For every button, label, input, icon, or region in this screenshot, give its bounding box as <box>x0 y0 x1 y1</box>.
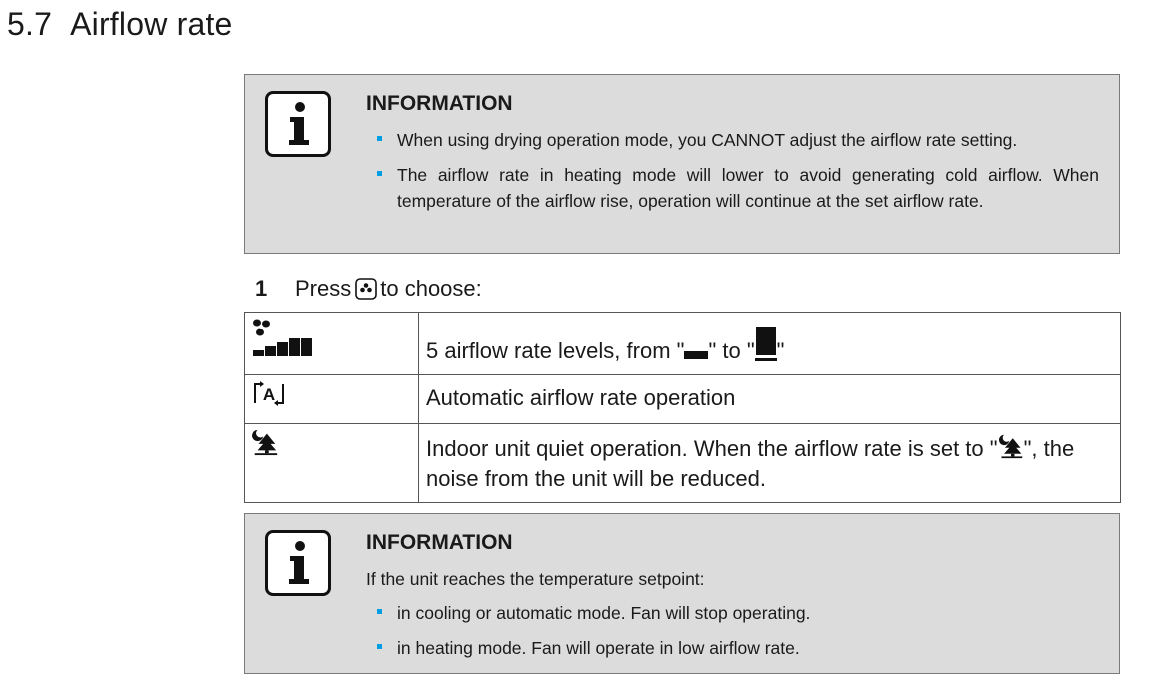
information-list <box>376 127 1099 223</box>
table-desc-cell: Automatic airflow rate operation <box>419 375 1121 424</box>
table-desc-cell <box>419 424 1121 503</box>
row-desc-before: Indoor unit quiet operation. When the airflow rate is set to " <box>426 436 998 461</box>
row-desc-after: " <box>776 338 785 363</box>
step-number: 1 <box>255 276 268 301</box>
section-title <box>7 6 233 43</box>
step-instruction <box>255 276 482 302</box>
table-icon-cell <box>245 375 419 424</box>
table-icon-cell <box>245 424 419 503</box>
step-text-before: Press <box>295 276 352 301</box>
list-item: in heating mode. Fan will operate in low airflow rate. <box>376 635 1099 661</box>
row-desc-before: 5 airflow rate levels, from " <box>426 338 685 363</box>
section-title-text: Airflow rate <box>70 6 233 42</box>
information-box <box>244 74 1120 254</box>
information-lead-text: If the unit reaches the temperature setpoint: <box>366 569 705 589</box>
auto-airflow-icon <box>251 379 287 409</box>
fan-button-icon <box>355 278 377 300</box>
section-number: 5.7 <box>7 6 53 42</box>
quiet-operation-icon <box>998 433 1024 459</box>
high-level-bar-icon <box>755 327 777 361</box>
table-row <box>245 313 1121 375</box>
list-item: When using drying operation mode, you CANNOT adjust the airflow rate setting. <box>376 127 1099 153</box>
row-desc-middle: " to " <box>708 338 755 363</box>
list-item: The airflow rate in heating mode will lower to avoid generating cold airflow. When temperature of the airflow rise, operation will continue at the set airflow rate. <box>376 162 1099 214</box>
step-text-after: to choose: <box>380 276 482 301</box>
fan-level-bars-icon <box>251 317 315 357</box>
svg-text:A: A <box>262 385 276 404</box>
table-icon-cell <box>245 313 419 375</box>
information-box <box>244 513 1120 674</box>
table-row <box>245 424 1121 503</box>
low-level-bar-icon <box>684 349 708 361</box>
information-list <box>376 600 1099 670</box>
row-desc-after: ", the noise from the unit will be reduced. <box>426 436 1075 491</box>
quiet-operation-icon <box>251 428 279 456</box>
table-desc-cell <box>419 313 1121 375</box>
info-icon <box>265 91 331 157</box>
table-row <box>245 375 1121 424</box>
info-icon <box>265 530 331 596</box>
airflow-options-table <box>244 312 1121 503</box>
information-heading: INFORMATION <box>366 92 513 115</box>
information-heading: INFORMATION <box>366 531 513 554</box>
list-item: in cooling or automatic mode. Fan will stop operating. <box>376 600 1099 626</box>
